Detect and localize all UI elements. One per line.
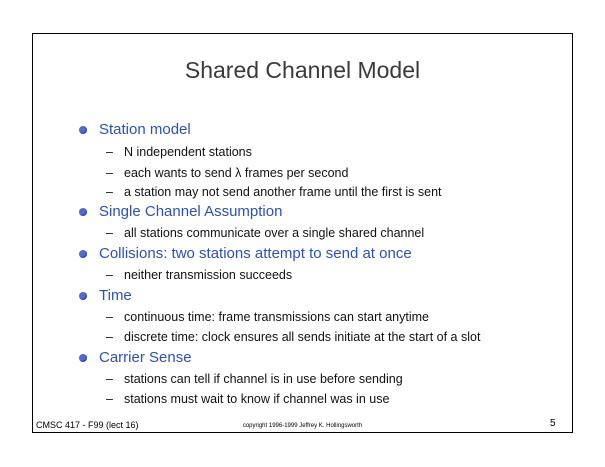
sub-item-text: all stations communicate over a single shared channel bbox=[124, 226, 425, 240]
sub-item-text: N independent stations bbox=[124, 145, 252, 159]
sub-item-text: stations must wait to know if channel was in use bbox=[124, 392, 390, 406]
bullet-marker-icon bbox=[79, 208, 87, 216]
dash-marker: – bbox=[106, 166, 113, 180]
bullet-marker-icon bbox=[79, 250, 87, 258]
sub-item-text: stations can tell if channel is in use before sending bbox=[124, 372, 403, 386]
sub-item bbox=[106, 267, 292, 283]
dash-marker: – bbox=[106, 145, 113, 159]
sub-item bbox=[106, 144, 252, 160]
dash-marker: – bbox=[106, 268, 113, 282]
sub-item bbox=[106, 329, 480, 345]
bullet-marker-icon bbox=[79, 126, 87, 134]
dash-marker: – bbox=[106, 330, 113, 344]
bullet-carrier-sense: Carrier Sense bbox=[99, 349, 192, 366]
sub-item bbox=[106, 391, 389, 407]
footer-course-label: CMSC 417 - F99 (lect 16) bbox=[36, 420, 139, 430]
sub-item bbox=[106, 184, 442, 200]
bullet-collisions: Collisions: two stations attempt to send at once bbox=[99, 245, 412, 262]
dash-marker: – bbox=[106, 392, 113, 406]
bullet-time: Time bbox=[99, 287, 132, 304]
sub-item bbox=[106, 165, 348, 181]
bullet-marker-icon bbox=[79, 292, 87, 300]
dash-marker: – bbox=[106, 185, 113, 199]
sub-item-text: a station may not send another frame until the first is sent bbox=[124, 185, 442, 199]
dash-marker: – bbox=[106, 226, 113, 240]
slide-title: Shared Channel Model bbox=[184, 57, 421, 83]
sub-item bbox=[106, 225, 424, 241]
dash-marker: – bbox=[106, 310, 113, 324]
bullet-station-model: Station model bbox=[99, 121, 191, 138]
page-number: 5 bbox=[550, 418, 556, 429]
sub-item bbox=[106, 371, 403, 387]
sub-item-text: each wants to send λ frames per second bbox=[124, 166, 349, 180]
footer-copyright: copyright 1996-1999 Jeffrey K. Hollingsworth bbox=[242, 423, 363, 429]
sub-item-text: continuous time: frame transmissions can start anytime bbox=[124, 310, 429, 324]
sub-item-text: neither transmission succeeds bbox=[124, 268, 293, 282]
bullet-marker-icon bbox=[79, 354, 87, 362]
sub-item bbox=[106, 309, 429, 325]
bullet-single-channel: Single Channel Assumption bbox=[99, 203, 283, 220]
sub-item-text: discrete time: clock ensures all sends initiate at the start of a slot bbox=[124, 330, 481, 344]
dash-marker: – bbox=[106, 372, 113, 386]
